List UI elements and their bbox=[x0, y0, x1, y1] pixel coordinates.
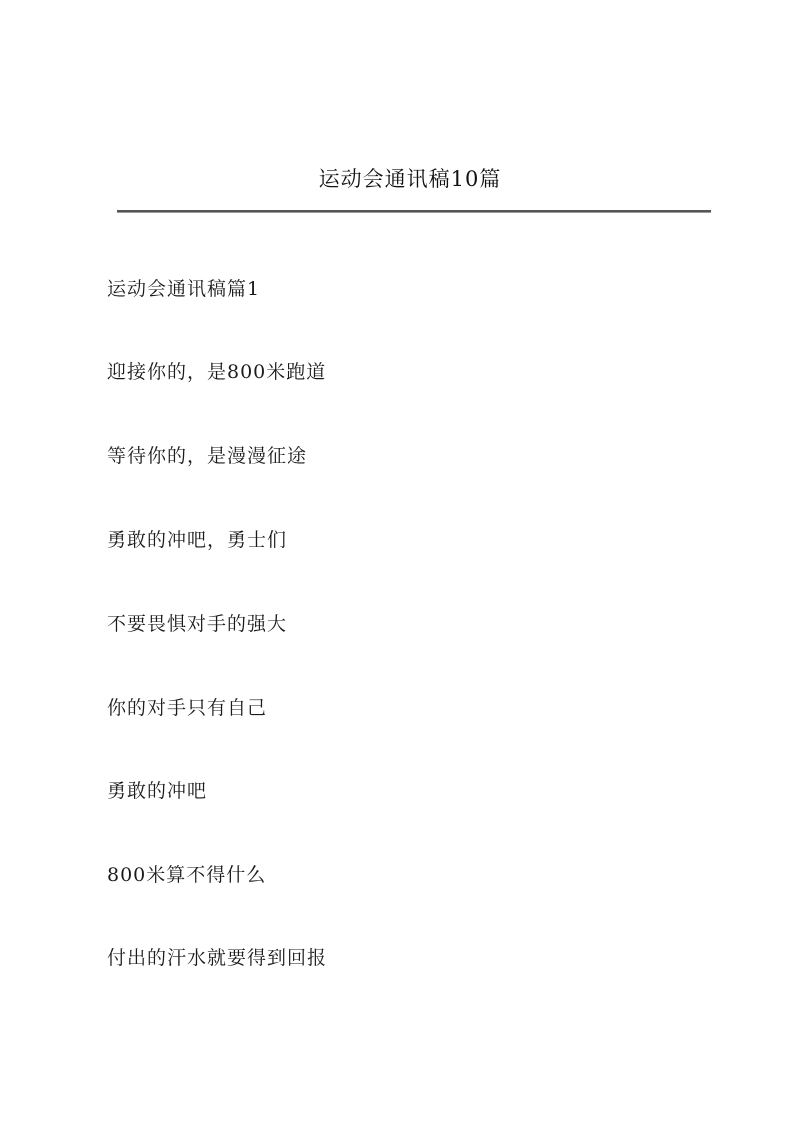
document-title: 运动会通讯稿10篇 bbox=[318, 167, 502, 191]
poem-line: 付出的汗水就要得到回报 bbox=[107, 947, 328, 969]
poem-line: 不要畏惧对手的强大 bbox=[107, 613, 288, 635]
poem-line: 等待你的，是漫漫征途 bbox=[107, 445, 308, 467]
poem-line: 800米算不得什么 bbox=[107, 864, 267, 886]
poem-line: 迎接你的，是800米跑道 bbox=[107, 361, 327, 383]
poem-line: 勇敢的冲吧，勇士们 bbox=[107, 529, 288, 551]
section-heading: 运动会通讯稿篇1 bbox=[107, 278, 261, 300]
poem-line: 你的对手只有自己 bbox=[107, 697, 268, 719]
title-divider bbox=[117, 210, 711, 213]
poem-line: 勇敢的冲吧 bbox=[107, 780, 208, 802]
